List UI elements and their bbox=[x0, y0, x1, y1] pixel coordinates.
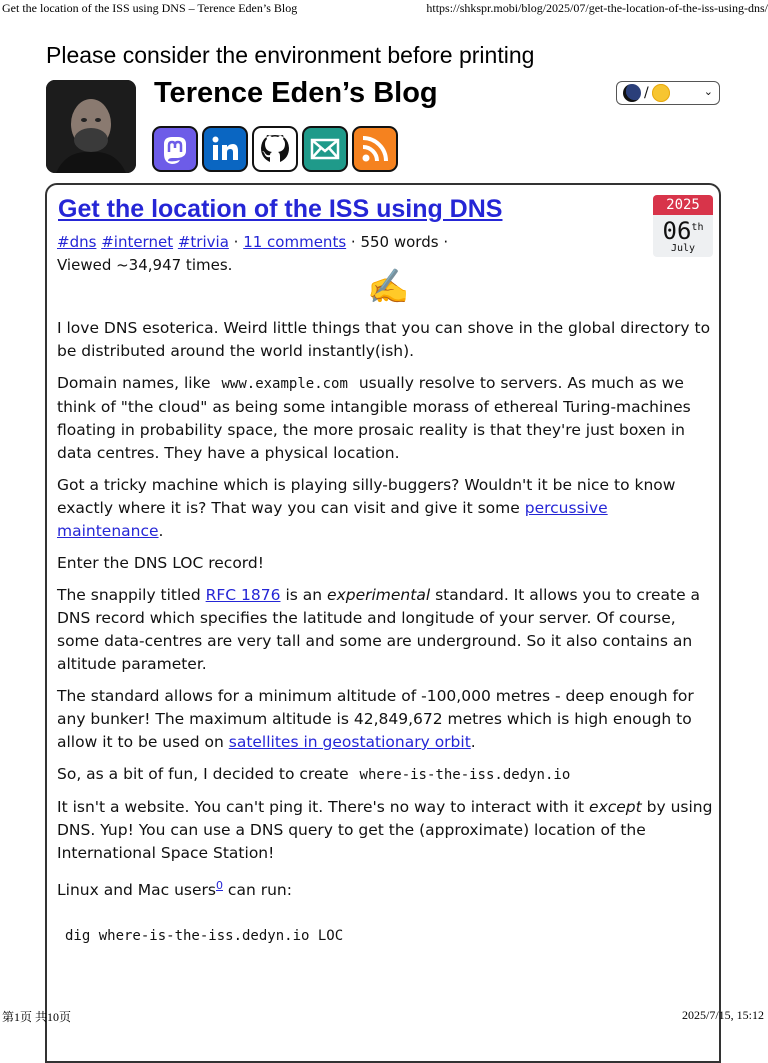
text: The standard allows for a minimum altitude of -100,000 metres - deep enough for any bunker! The maximum altitude is 42,849,672 metres which is high enough to allow it to be used on bbox=[57, 687, 694, 751]
moon-icon bbox=[623, 84, 641, 102]
print-header-url: https://shkspr.mobi/blog/2025/07/get-the-location-of-the-iss-using-dns/ bbox=[426, 1, 768, 15]
github-link[interactable] bbox=[252, 126, 298, 172]
linkedin-link[interactable] bbox=[202, 126, 248, 172]
text: usually resolve to servers. As much as we think of "the cloud" as being some intangible morass of ethereal Turing-machines floating in probability space, the more prosaic reality is that they're just boxen in data centres. They have a physical location. bbox=[57, 374, 691, 462]
linkedin-icon bbox=[208, 132, 242, 166]
sun-icon bbox=[652, 84, 670, 102]
rss-link[interactable] bbox=[352, 126, 398, 172]
paragraph bbox=[57, 584, 713, 676]
inline-code: where-is-the-iss.dedyn.io bbox=[359, 767, 571, 783]
calendar-day-suffix: th bbox=[691, 222, 704, 233]
paragraph bbox=[57, 763, 713, 787]
print-header bbox=[0, 0, 768, 16]
tag-link-trivia[interactable]: #trivia bbox=[177, 233, 229, 251]
environment-notice: Please consider the environment before printing bbox=[46, 42, 535, 68]
emphasis: experimental bbox=[327, 586, 431, 604]
text: can run: bbox=[227, 881, 292, 900]
text: It isn't a website. You can't ping it. There's no way to interact with it bbox=[57, 798, 585, 816]
view-count: Viewed ~34,947 times. bbox=[57, 256, 233, 274]
post-title-link[interactable]: Get the location of the ISS using DNS bbox=[58, 195, 503, 223]
comments-link[interactable]: 11 comments bbox=[243, 233, 347, 251]
text: is an bbox=[285, 586, 323, 604]
text: by using DNS. Yup! You can use a DNS query to get the (approximate) location of the International Space Station! bbox=[57, 798, 713, 862]
geostationary-orbit-link[interactable]: satellites in geostationary orbit bbox=[228, 733, 471, 751]
tag-link-dns[interactable]: #dns bbox=[57, 233, 97, 251]
email-icon bbox=[308, 132, 342, 166]
paragraph bbox=[57, 474, 713, 543]
rfc-1876-link[interactable]: RFC 1876 bbox=[205, 586, 281, 604]
chevron-down-icon: ⌄ bbox=[703, 85, 713, 98]
calendar-month: July bbox=[670, 243, 696, 254]
footnote-link[interactable]: 0 bbox=[215, 879, 223, 892]
print-footer-page: 第1页 共10页 bbox=[2, 1010, 72, 1024]
post-date-calendar bbox=[653, 195, 713, 257]
article bbox=[45, 183, 721, 1063]
paragraph bbox=[57, 685, 713, 754]
code-block: dig where-is-the-iss.dedyn.io LOC bbox=[65, 928, 344, 945]
text: Linux and Mac users bbox=[57, 881, 216, 900]
calendar-day bbox=[653, 215, 713, 244]
footnote-marker bbox=[216, 878, 223, 893]
text: The snappily titled bbox=[57, 586, 201, 604]
post-body bbox=[57, 317, 713, 962]
author-photo bbox=[46, 80, 136, 173]
theme-select[interactable] bbox=[616, 81, 720, 105]
emphasis: except bbox=[589, 798, 642, 816]
text: . bbox=[158, 522, 164, 540]
print-header-title: Get the location of the ISS using DNS – Terence Eden’s Blog bbox=[2, 1, 298, 15]
paragraph bbox=[57, 796, 713, 865]
paragraph bbox=[57, 372, 713, 465]
calendar-year: 2025 bbox=[653, 195, 713, 215]
print-footer-datetime: 2025/7/15, 15:12 bbox=[681, 1008, 764, 1022]
email-link[interactable] bbox=[302, 126, 348, 172]
writing-hand-icon: ✍️ bbox=[367, 267, 410, 307]
text: Got a tricky machine which is playing silly-buggers? Wouldn't it be nice to know exactly where it is? That way you can visit and give it some bbox=[57, 476, 676, 517]
rss-icon bbox=[358, 132, 392, 166]
mastodon-icon bbox=[158, 132, 192, 166]
percussive-maintenance-link[interactable]: percussive maintenance bbox=[57, 499, 608, 540]
github-icon bbox=[258, 132, 292, 166]
text: . bbox=[470, 733, 476, 751]
text: Domain names, like bbox=[57, 374, 211, 392]
calendar-day-number: 06 bbox=[662, 217, 692, 245]
paragraph: I love DNS esoterica. Weird little things that you can shove in the global directory to be distributed around the world instantly(ish). bbox=[57, 319, 711, 360]
social-links bbox=[152, 126, 398, 172]
avatar[interactable] bbox=[46, 80, 136, 173]
text: standard. It allows you to create a DNS record which specifies the latitude and longitude of your server. Of course, some data-centres are very tall and some are underground. So it also contains an altitude parameter. bbox=[57, 586, 701, 673]
paragraph bbox=[57, 874, 713, 902]
theme-separator: / bbox=[644, 85, 649, 101]
tag-link-internet[interactable]: #internet bbox=[101, 233, 174, 251]
word-count: 550 words bbox=[360, 233, 439, 251]
text: So, as a bit of fun, I decided to create bbox=[57, 765, 349, 783]
post-meta: #dns #internet #trivia · 11 comments · 550 words · Viewed ~34,947 times. bbox=[57, 233, 449, 274]
inline-code: www.example.com bbox=[221, 376, 348, 392]
blog-title[interactable]: Terence Eden’s Blog bbox=[154, 77, 438, 109]
print-footer bbox=[0, 1004, 768, 1024]
mastodon-link[interactable] bbox=[152, 126, 198, 172]
paragraph: Enter the DNS LOC record! bbox=[57, 554, 264, 572]
